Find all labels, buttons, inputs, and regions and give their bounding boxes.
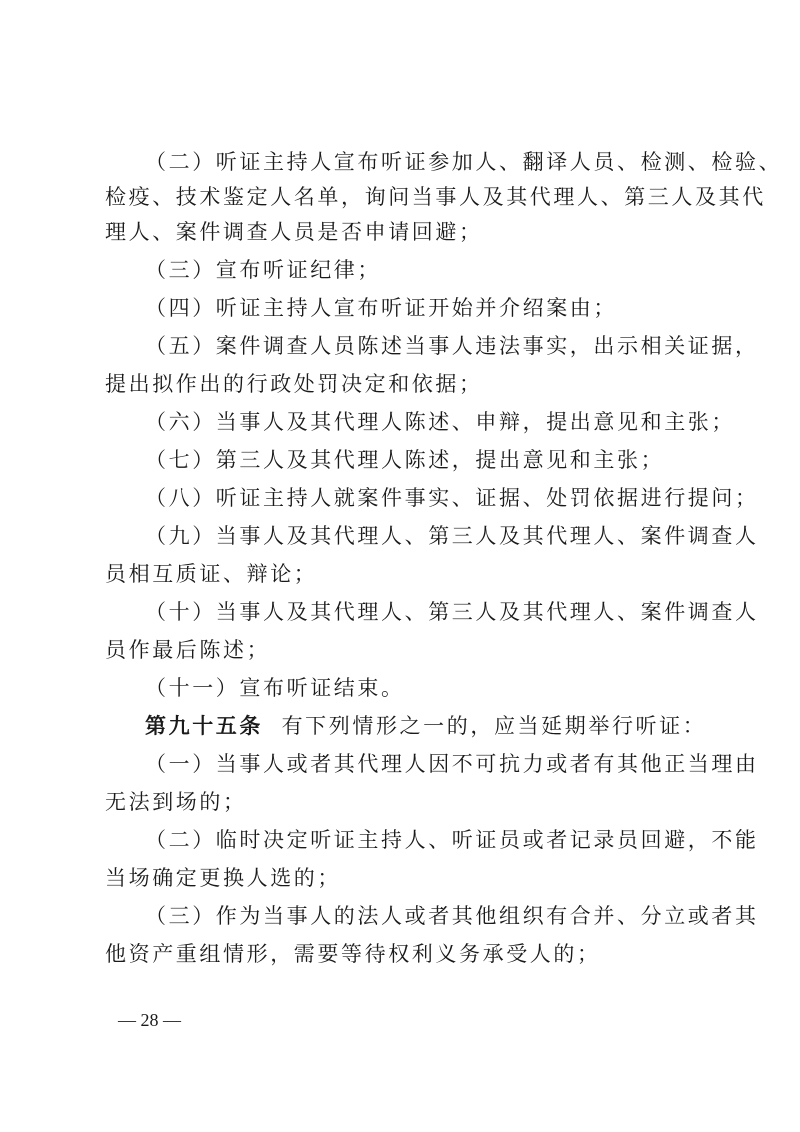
- paragraph-line: （九）当事人及其代理人、第三人及其代理人、案件调查人: [145, 524, 759, 548]
- paragraph-line: （十）当事人及其代理人、第三人及其代理人、案件调查人: [145, 600, 759, 624]
- article-heading: 第九十五条: [145, 713, 263, 738]
- paragraph-line: （六）当事人及其代理人陈述、申辩，提出意见和主张；: [145, 410, 735, 434]
- paragraph-line: 理人、案件调查人员是否申请回避；: [105, 220, 483, 244]
- paragraph-line: （十一）宣布听证结束。: [145, 676, 405, 700]
- paragraph-line: 当场确定更换人选的；: [105, 866, 341, 890]
- page-number: — 28 —: [118, 1010, 181, 1030]
- article-text: 有下列情形之一的，应当延期举行听证：: [281, 714, 707, 738]
- paragraph-line: （八）听证主持人就案件事实、证据、处罚依据进行提问；: [145, 486, 759, 510]
- paragraph-line: （七）第三人及其代理人陈述，提出意见和主张；: [145, 448, 665, 472]
- paragraph-line: 提出拟作出的行政处罚决定和依据；: [105, 372, 483, 396]
- paragraph-line: 员作最后陈述；: [105, 638, 271, 662]
- paragraph-line: （二）听证主持人宣布听证参加人、翻译人员、检测、检验、: [145, 150, 783, 174]
- paragraph-line: （三）宣布听证纪律；: [145, 258, 381, 282]
- article-line: [145, 711, 745, 741]
- paragraph-line: （三）作为当事人的法人或者其他组织有合并、分立或者其: [145, 904, 759, 928]
- paragraph-line: （一）当事人或者其代理人因不可抗力或者有其他正当理由: [145, 752, 759, 776]
- paragraph-line: 他资产重组情形，需要等待权利义务承受人的；: [105, 942, 601, 966]
- paragraph-line: （二）临时决定听证主持人、听证员或者记录员回避，不能: [145, 828, 759, 852]
- paragraph-line: 检疫、技术鉴定人名单，询问当事人及其代理人、第三人及其代: [105, 185, 766, 209]
- paragraph-line: 无法到场的；: [105, 790, 247, 814]
- paragraph-line: 员相互质证、辩论；: [105, 562, 318, 586]
- paragraph-line: （五）案件调查人员陈述当事人违法事实，出示相关证据，: [145, 334, 759, 358]
- paragraph-line: （四）听证主持人宣布听证开始并介绍案由；: [145, 296, 617, 320]
